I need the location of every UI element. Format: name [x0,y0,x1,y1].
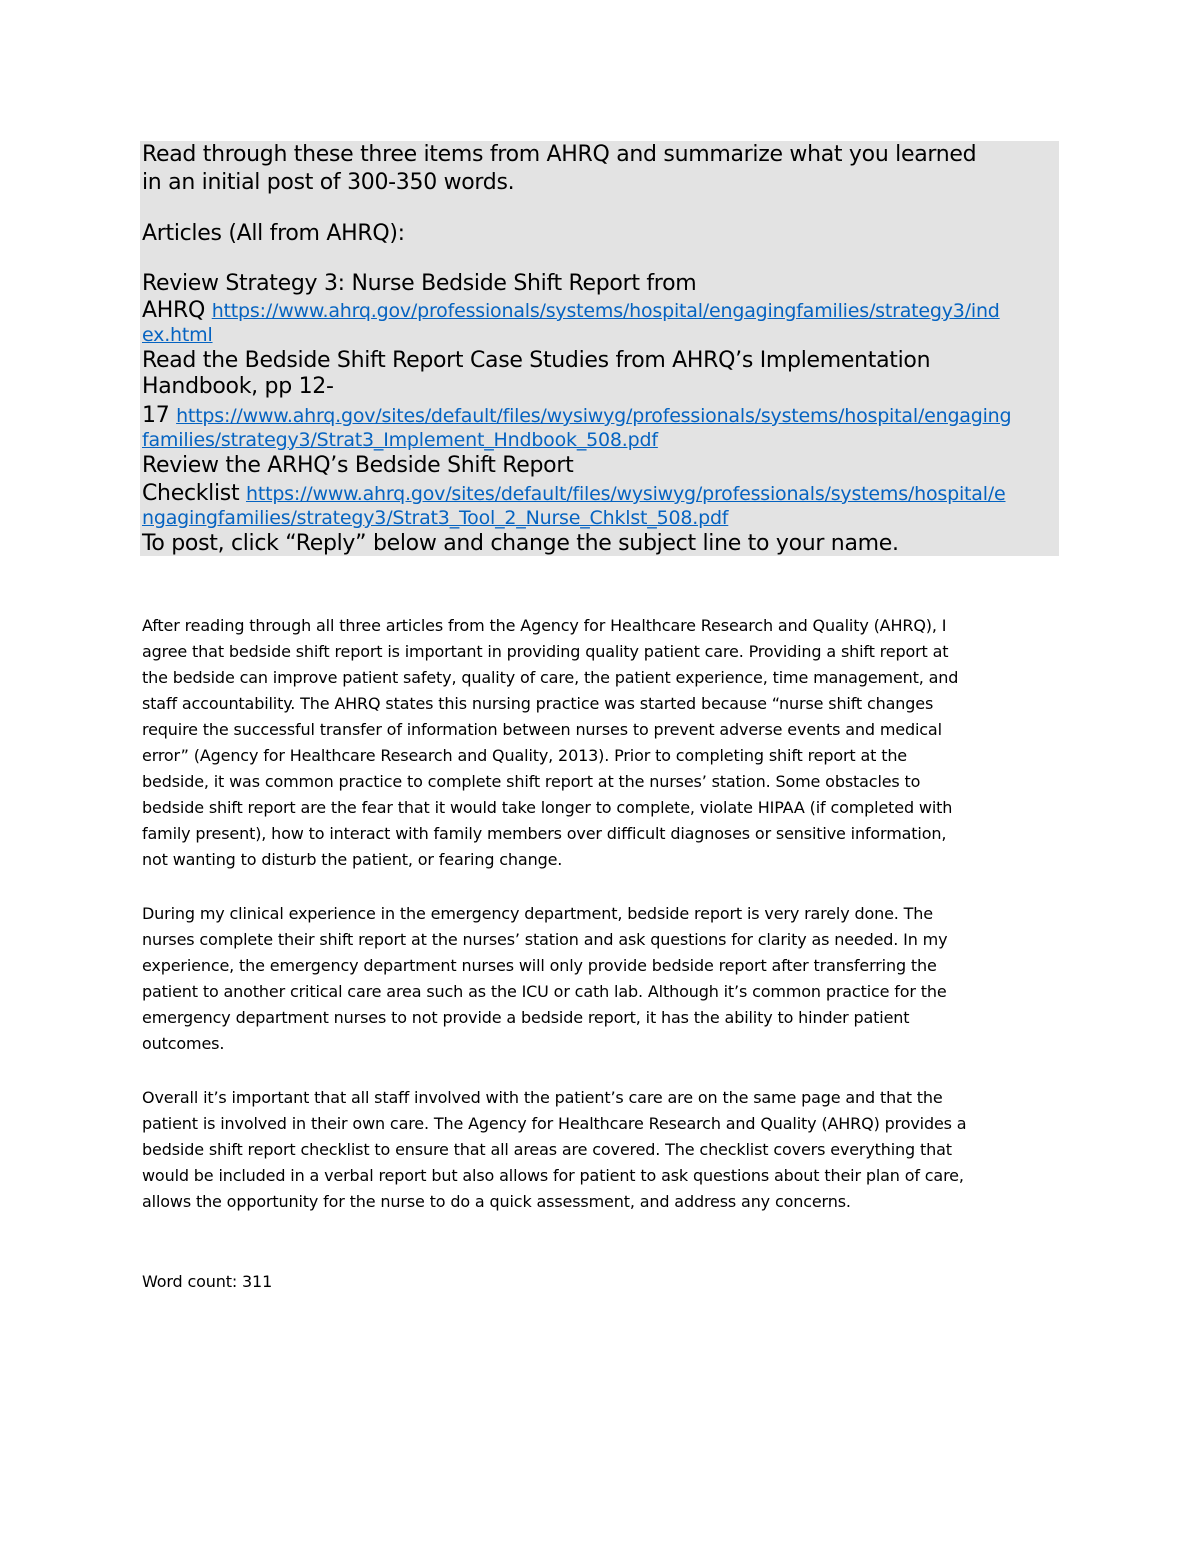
article-2-prefix: 17 [142,403,177,428]
text-line: emergency department nurses to not provide a bedside report, it has the ability to hinder patient [142,1008,910,1027]
text-line: the bedside can improve patient safety, quality of care, the patient experience, time management, and [142,668,959,687]
text-line: patient to another critical care area such as the ICU or cath lab. Although it’s common practice for the [142,982,947,1001]
prompt-line: Read through these three items from AHRQ and summarize what you learned [142,142,977,167]
text-line: would be included in a verbal report but also allows for patient to ask questions about their plan of care, [142,1166,964,1185]
article-1-link[interactable]: https://www.ahrq.gov/professionals/systems/hospital/engagingfamilies/strategy3/ind [211,300,1000,322]
article-3-title: Review the ARHQ’s Bedside Shift Report [142,453,574,478]
article-1-link-wrap [142,322,213,348]
text-line: Overall it’s important that all staff involved with the patient’s care are on the same page and that the [142,1088,943,1107]
text-line: During my clinical experience in the emergency department, bedside report is very rarely done. The [142,904,933,923]
text-line: require the successful transfer of information between nurses to prevent adverse events and medical [142,720,942,739]
text-line: outcomes. [142,1034,225,1053]
text-line: bedside shift report checklist to ensure that all areas are covered. The checklist covers everything that [142,1140,952,1159]
text-line: bedside shift report are the fear that it would take longer to complete, violate HIPAA (if completed with [142,798,953,817]
articles-heading: Articles (All from AHRQ): [142,221,405,246]
article-2-link-wrap [142,427,658,453]
article-1-source [142,298,1000,324]
text-line: After reading through all three articles from the Agency for Healthcare Research and Quality (AHRQ), I [142,616,947,635]
text-line: staff accountability. The AHRQ states this nursing practice was started because “nurse shift changes [142,694,934,713]
prompt-line: in an initial post of 300-350 words. [142,170,515,195]
article-3-source [142,481,1006,507]
article-2-link[interactable]: https://www.ahrq.gov/sites/default/files/wysiwyg/professionals/systems/hospital/engaging [176,405,1012,427]
text-line: error” (Agency for Healthcare Research and Quality, 2013). Prior to completing shift report at the [142,746,908,765]
text-line: experience, the emergency department nurses will only provide bedside report after transferring the [142,956,937,975]
text-line: family present), how to interact with family members over difficult diagnoses or sensitive information, [142,824,947,843]
article-3-link-cont[interactable]: ngagingfamilies/strategy3/Strat3_Tool_2_Nurse_Chklst_508.pdf [142,507,729,529]
text-line: allows the opportunity for the nurse to do a quick assessment, and address any concerns. [142,1192,851,1211]
article-1-prefix: AHRQ [142,298,212,323]
word-count: Word count: 311 [142,1272,273,1291]
article-1-title: Review Strategy 3: Nurse Bedside Shift Report from [142,271,697,296]
article-2-source [142,403,1011,429]
text-line: patient is involved in their own care. The Agency for Healthcare Research and Quality (AHRQ) provides a [142,1114,967,1133]
text-line: nurses complete their shift report at the nurses’ station and ask questions for clarity as needed. In my [142,930,948,949]
text-line: bedside, it was common practice to complete shift report at the nurses’ station. Some obstacles to [142,772,921,791]
post-instruction: To post, click “Reply” below and change the subject line to your name. [142,531,899,556]
text-line: not wanting to disturb the patient, or fearing change. [142,850,563,869]
article-2-link-cont[interactable]: families/strategy3/Strat3_Implement_Hndbook_508.pdf [142,429,658,451]
article-1-link-cont[interactable]: ex.html [142,324,213,346]
article-2-title: Read the Bedside Shift Report Case Studies from AHRQ’s Implementation [142,348,931,373]
article-2-title-cont: Handbook, pp 12- [142,374,334,399]
text-line: agree that bedside shift report is important in providing quality patient care. Providing a shift report at [142,642,949,661]
article-3-link-wrap [142,505,728,531]
article-3-prefix: Checklist [142,481,246,506]
article-3-link[interactable]: https://www.ahrq.gov/sites/default/files/wysiwyg/professionals/systems/hospital/e [245,483,1006,505]
